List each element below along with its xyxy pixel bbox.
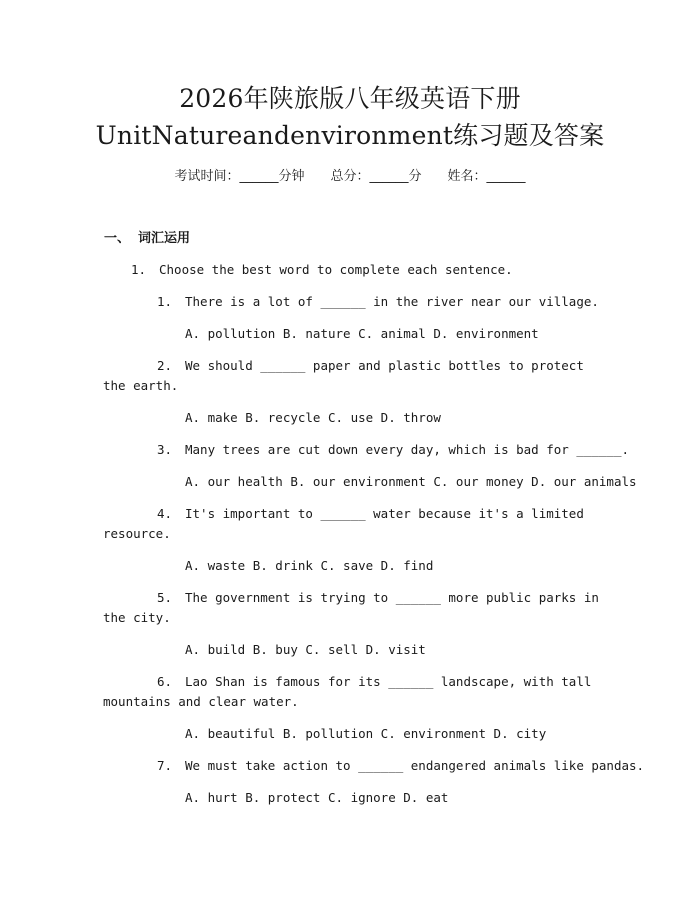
question-number: 7. <box>157 758 173 773</box>
question-text: It's important to ______ water because it's a limited resource. <box>103 506 584 541</box>
question-6 <box>103 672 603 712</box>
question-4-options: A. waste B. drink C. save D. find <box>185 558 434 573</box>
document-title-line-2: UnitNatureandenvironment练习题及答案 <box>95 121 605 150</box>
question-3-options: A. our health B. our environment C. our money D. our animals <box>185 474 637 489</box>
section-number: 一、 <box>104 231 131 246</box>
question-number: 6. <box>157 674 173 689</box>
question-3 <box>157 440 629 460</box>
part-instruction <box>131 260 513 280</box>
question-number: 2. <box>157 358 173 373</box>
section-title: 词汇运用 <box>138 231 191 246</box>
question-number: 4. <box>157 506 173 521</box>
part-number: 1. <box>131 262 147 277</box>
question-5 <box>103 588 603 628</box>
question-1-options: A. pollution B. nature C. animal D. environment <box>185 326 539 341</box>
section-heading <box>104 230 190 248</box>
question-text: There is a lot of ______ in the river near our village. <box>185 294 599 309</box>
question-6-options: A. beautiful B. pollution C. environment D. city <box>185 726 547 741</box>
question-text: We should ______ paper and plastic bottles to protect the earth. <box>103 358 584 393</box>
question-2-options: A. make B. recycle C. use D. throw <box>185 410 441 425</box>
question-4 <box>103 504 603 544</box>
exam-info-row <box>0 168 700 186</box>
total-score-label: 总分：______分 <box>330 169 422 184</box>
question-7-options: A. hurt B. protect C. ignore D. eat <box>185 790 449 805</box>
document-title-line-1: 2026年陕旅版八年级英语下册 <box>179 84 521 113</box>
question-number: 1. <box>157 294 173 309</box>
question-text: We must take action to ______ endangered animals like pandas. <box>185 758 645 773</box>
question-text: Many trees are cut down every day, which is bad for ______. <box>185 442 630 457</box>
question-text: Lao Shan is famous for its ______ landscape, with tall mountains and clear water. <box>103 674 592 709</box>
question-number: 5. <box>157 590 173 605</box>
question-1 <box>157 292 599 312</box>
name-label: 姓名：______ <box>447 169 526 184</box>
question-5-options: A. build B. buy C. sell D. visit <box>185 642 426 657</box>
question-2 <box>103 356 603 396</box>
question-number: 3. <box>157 442 173 457</box>
question-7 <box>157 756 644 776</box>
question-text: The government is trying to ______ more public parks in the city. <box>103 590 599 625</box>
exam-time-label: 考试时间：______分钟 <box>174 169 305 184</box>
part-instruction-text: Choose the best word to complete each sentence. <box>159 262 513 277</box>
